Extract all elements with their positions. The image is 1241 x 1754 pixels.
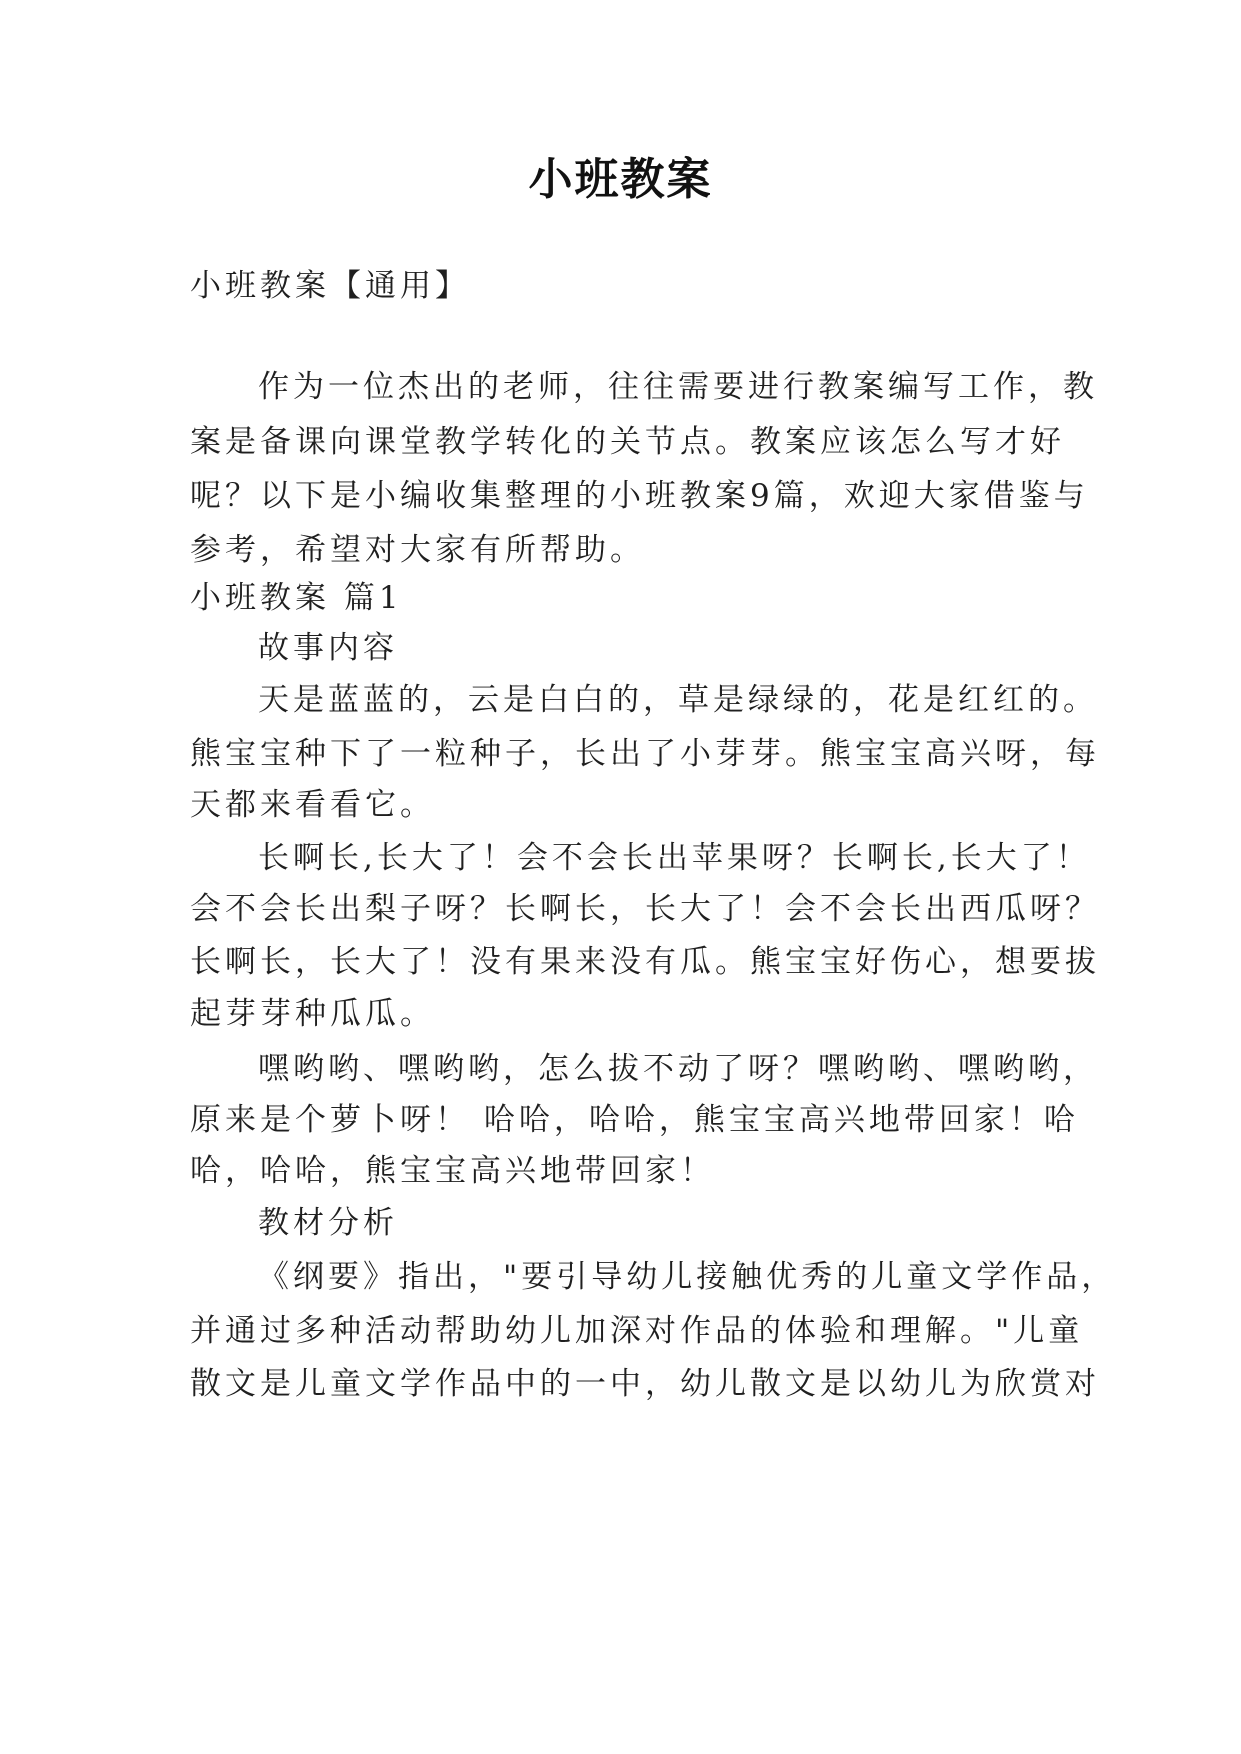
story-line: 天都来看看它。 <box>190 787 435 823</box>
intro-line: 呢？以下是小编收集整理的小班教案9篇，欢迎大家借鉴与 <box>190 478 1089 514</box>
section-heading: 小班教案 篇1 <box>190 580 403 616</box>
story-line: 天是蓝蓝的，云是白白的，草是绿绿的，花是红红的。 <box>258 682 1098 718</box>
intro-line: 案是备课向课堂教学转化的关节点。教案应该怎么写才好 <box>190 424 1065 460</box>
story-line: 会不会长出梨子呀？长啊长，长大了！会不会长出西瓜呀？ <box>190 891 1100 927</box>
analysis-heading: 教材分析 <box>258 1205 398 1241</box>
document-title: 小班教案 <box>528 154 713 205</box>
analysis-line: 并通过多种活动帮助幼儿加深对作品的体验和理解。"儿童 <box>190 1313 1084 1349</box>
intro-line: 参考，希望对大家有所帮助。 <box>190 532 645 568</box>
story-line: 长啊长,长大了！会不会长出苹果呀？长啊长,长大了！ <box>258 840 1091 876</box>
story-line: 起芽芽种瓜瓜。 <box>190 996 435 1032</box>
story-line: 哈，哈哈，熊宝宝高兴地带回家！ <box>190 1153 715 1189</box>
analysis-line: 《纲要》指出，"要引导幼儿接触优秀的儿童文学作品， <box>258 1259 1117 1295</box>
story-line: 熊宝宝种下了一粒种子，长出了小芽芽。熊宝宝高兴呀，每 <box>190 736 1100 772</box>
intro-line: 作为一位杰出的老师，往往需要进行教案编写工作，教 <box>258 369 1098 405</box>
story-line: 原来是个萝卜呀！ 哈哈，哈哈，熊宝宝高兴地带回家！哈 <box>190 1102 1079 1138</box>
document-subtitle: 小班教案【通用】 <box>190 268 470 304</box>
story-heading: 故事内容 <box>258 630 398 666</box>
analysis-line: 散文是儿童文学作品中的一中，幼儿散文是以幼儿为欣赏对 <box>190 1366 1100 1402</box>
story-line: 嘿哟哟、嘿哟哟，怎么拔不动了呀？嘿哟哟、嘿哟哟， <box>258 1051 1098 1087</box>
story-line: 长啊长，长大了！没有果来没有瓜。熊宝宝好伤心，想要拔 <box>190 944 1100 980</box>
